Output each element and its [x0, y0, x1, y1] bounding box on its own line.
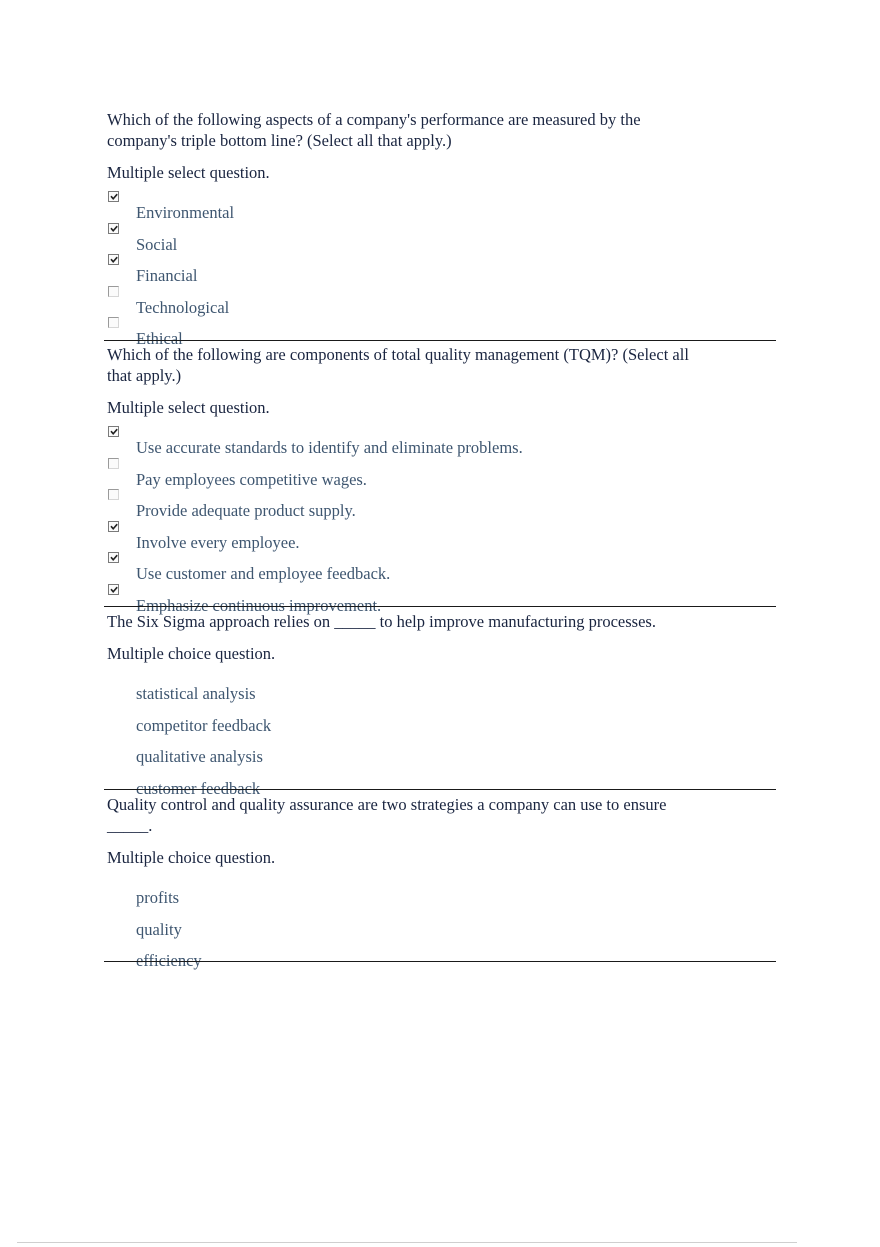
option[interactable]	[104, 492, 776, 524]
option-label: quality	[136, 919, 182, 939]
checkmark-icon	[109, 255, 119, 265]
checkbox[interactable]	[108, 223, 119, 234]
option-label: Use accurate standards to identify and eliminate problems.	[136, 438, 523, 457]
option-label: Pay employees competitive wages.	[136, 469, 367, 489]
question-text: Quality control and quality assurance are two strategies a company can use to ensure _____.	[107, 795, 667, 835]
option-label: Ethical	[136, 329, 183, 348]
option[interactable]	[104, 257, 776, 289]
divider	[104, 340, 776, 341]
checkmark-icon	[109, 522, 119, 532]
option[interactable]	[104, 226, 776, 258]
checkbox[interactable]	[108, 552, 119, 563]
checkbox[interactable]	[108, 317, 119, 328]
option-label: Environmental	[136, 203, 235, 222]
checkbox[interactable]	[108, 286, 119, 297]
option[interactable]	[104, 429, 776, 461]
option-label: Use customer and employee feedback.	[136, 564, 391, 583]
option-label: Emphasize continuous improvement.	[136, 595, 382, 615]
question-type: Multiple choice question.	[107, 644, 276, 663]
footer-divider	[17, 1242, 797, 1243]
question-1	[104, 109, 776, 352]
option-label: Financial	[136, 266, 198, 285]
option-label: Involve every employee.	[136, 532, 300, 552]
option-label: Technological	[136, 297, 230, 317]
option[interactable]	[104, 289, 776, 321]
option[interactable]	[104, 524, 776, 556]
option-label: customer feedback	[136, 778, 261, 798]
option[interactable]	[104, 707, 776, 739]
question-2	[104, 344, 776, 618]
option-label: qualitative analysis	[136, 747, 263, 766]
question-text: Which of the following are components of total quality management (TQM)? (Select all that apply.)	[107, 345, 689, 385]
checkbox[interactable]	[108, 426, 119, 437]
question-text: Which of the following aspects of a company's performance are measured by the company's triple bottom line? (Select all that apply.)	[107, 110, 641, 150]
checkbox[interactable]	[108, 584, 119, 595]
question-text: The Six Sigma approach relies on _____ to help improve manufacturing processes.	[107, 612, 656, 631]
question-type: Multiple select question.	[107, 163, 270, 182]
option[interactable]	[104, 879, 776, 911]
question-4	[104, 794, 776, 974]
checkbox[interactable]	[108, 458, 119, 469]
checkbox[interactable]	[108, 521, 119, 532]
divider	[104, 961, 776, 962]
checkbox[interactable]	[108, 489, 119, 500]
option-label: Social	[136, 234, 178, 254]
checkmark-icon	[109, 427, 119, 437]
option-label: competitor feedback	[136, 715, 272, 735]
option[interactable]	[104, 738, 776, 770]
option-label: efficiency	[136, 951, 202, 970]
option[interactable]	[104, 194, 776, 226]
checkmark-icon	[109, 192, 119, 202]
option[interactable]	[104, 911, 776, 943]
divider	[104, 789, 776, 790]
option[interactable]	[104, 461, 776, 493]
option[interactable]	[104, 555, 776, 587]
question-type: Multiple select question.	[107, 398, 270, 417]
option-label: profits	[136, 888, 180, 907]
option-label: statistical analysis	[136, 684, 256, 703]
checkmark-icon	[109, 553, 119, 563]
option[interactable]	[104, 942, 776, 974]
question-type: Multiple choice question.	[107, 848, 276, 867]
divider	[104, 606, 776, 607]
checkbox[interactable]	[108, 191, 119, 202]
checkmark-icon	[109, 585, 119, 595]
checkmark-icon	[109, 224, 119, 234]
option-label: Provide adequate product supply.	[136, 501, 356, 520]
checkbox[interactable]	[108, 254, 119, 265]
option[interactable]	[104, 675, 776, 707]
question-3	[104, 611, 776, 801]
